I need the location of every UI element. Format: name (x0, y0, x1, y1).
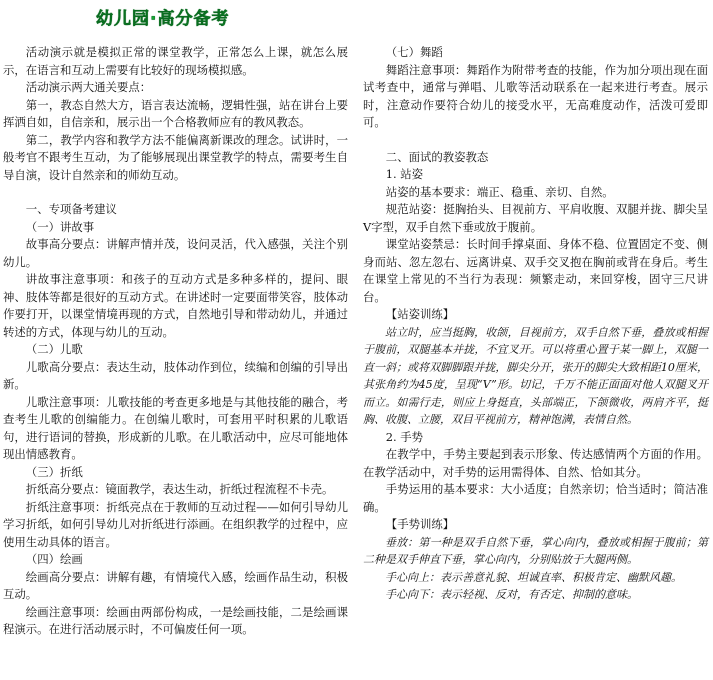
paragraph: 折纸高分要点：镜面教学，表达生动，折纸过程流程不卡壳。 (25, 482, 334, 496)
paragraph: 1. 站姿 (385, 167, 424, 181)
paragraph: 讲故事注意事项：和孩子的互动方式是多种多样的，提问、眼神、肢体等都是很好的互动方式。在讲述时一定要面带笑容，肢体动作要打开，以课堂情境再现的方式，自然地引导和带动幼儿，并通过转述的方式，体现与幼儿的互动。 (3, 272, 348, 339)
paragraph: 一、专项备考建议 (25, 202, 117, 216)
paragraph: 儿歌高分要点：表达生动，肢体动作到位，续编和创编的引导出新。 (3, 359, 348, 391)
training-paragraph: 手心向下：表示轻视、反对，有否定、抑制的意味。 (385, 588, 638, 601)
paragraph: 【手势训练】 (385, 517, 455, 531)
paragraph: 规范站姿：挺胸抬头、目视前方、平肩收腹、双腿并拢、脚尖呈V字型，双手自然下垂或放于腹前。 (363, 202, 708, 234)
paragraph: 手势运用的基本要求：大小适度；自然亲切；恰当适时；简洁准确。 (363, 482, 708, 514)
paragraph: 儿歌注意事项：儿歌技能的考查更多地是与其他技能的融合，考查考生儿歌的创编能力。在创编儿歌时，可套用平时积累的儿歌语句，进行语词的替换，形成新的儿歌。在儿歌活动中，应尽可能地体现出情感教育。 (3, 394, 348, 461)
paragraph: 【站姿训练】 (385, 307, 455, 321)
paragraph-gap (3, 184, 348, 201)
paragraph: 舞蹈注意事项：舞蹈作为附带考查的技能，作为加分项出现在面试考查中，通常与弹唱、儿歌等活动联系在一起来进行考查。展示时，注意动作要符合幼儿的接受水平，无高难度动作，活泼可爱即可。 (363, 62, 708, 129)
paragraph: 站姿的基本要求：端正、稳重、亲切、自然。 (385, 184, 614, 199)
training-paragraph: 站立时，应当挺胸，收颌，目视前方，双手自然下垂，叠放或相握于腹前，双腿基本并拢，不宜叉开。可以将重心置于某一脚上，双腿一直一斜；或将双脚脚跟并拢，脚尖分开，张开的脚尖大致相距10厘米，其张角约为45度，呈现“V”形。切记，千万不能正面面对他人双腿叉开而立。如需行走，则应上身挺直，头部端正，下颌微收，两肩齐平，挺胸、收腹、立腰，双目平视前方，精神饱满，表情自然。 (363, 325, 708, 426)
paragraph: （四）绘画 (25, 552, 83, 566)
paragraph: （三）折纸 (25, 464, 83, 479)
paragraph: 活动演示就是模拟正常的课堂教学，正常怎么上课，就怎么展示，在语言和互动上需要有比较好的现场模拟感。 (3, 45, 348, 77)
paragraph: 绘画注意事项：绘画由两部份构成，一是绘画技能，二是绘画课程演示。在进行活动展示时，不可偏废任何一项。 (3, 604, 348, 636)
paragraph: （七）舞蹈 (385, 45, 443, 59)
paragraph: 二、面试的教姿教态 (385, 149, 489, 164)
paragraph: 第二，教学内容和教学方法不能偏离新课改的理念。试讲时，一般考官不跟考生互动，为了能够展现出课堂教学的特点，需要考生自导自演，设计自然亲和的师幼互动。 (3, 132, 348, 182)
training-paragraph: 手心向上：表示善意礼貌、坦诚直率、积极肯定、幽默风趣。 (385, 570, 682, 584)
training-paragraph: 垂放：第一种是双手自然下垂，掌心向内，叠放或相握于腹前；第二种是双手伸直下垂，掌心向内，分别贴放于大腿两侧。 (363, 535, 708, 566)
paragraph: 课堂站姿禁忌：长时间手撑桌面、身体不稳、位置固定不变、侧身而站、忽左忽右、远离讲桌、双手交叉抱在胸前或背在身后。考生在课堂上常见的不当行为表现：频繁走动，来回穿梭，固守三尺讲台。 (363, 237, 708, 304)
paragraph-gap (363, 132, 708, 149)
paragraph: 2. 手势 (385, 429, 424, 444)
right-column (363, 44, 708, 604)
paragraph: 在教学中，手势主要起到表示形象、传达感情两个方面的作用。在教学活动中，对手势的运用需得体、自然、恰如其分。 (363, 447, 708, 479)
paragraph: 故事高分要点：讲解声情并茂，设问灵活，代入感强，关注个别幼儿。 (3, 237, 348, 269)
paragraph: 绘画高分要点：讲解有趣，有情境代入感，绘画作品生动，积极互动。 (3, 569, 348, 601)
paragraph: 第一，教态自然大方，语言表达流畅，逻辑性强，站在讲台上要挥洒自如，自信亲和，展示出一个合格教师应有的教风教态。 (3, 97, 348, 129)
paragraph: （一）讲故事 (25, 219, 95, 234)
page-title: 幼儿园·高分备考 (96, 9, 230, 29)
left-column (3, 44, 348, 639)
paragraph: 折纸注意事项：折纸亮点在于教师的互动过程——如何引导幼儿学习折纸，如何引导幼儿对折纸进行添画。在组织教学的过程中，应使用生动具体的语言。 (3, 499, 348, 549)
paragraph: 活动演示两大通关要点： (25, 80, 152, 94)
paragraph: （二）儿歌 (25, 342, 83, 356)
